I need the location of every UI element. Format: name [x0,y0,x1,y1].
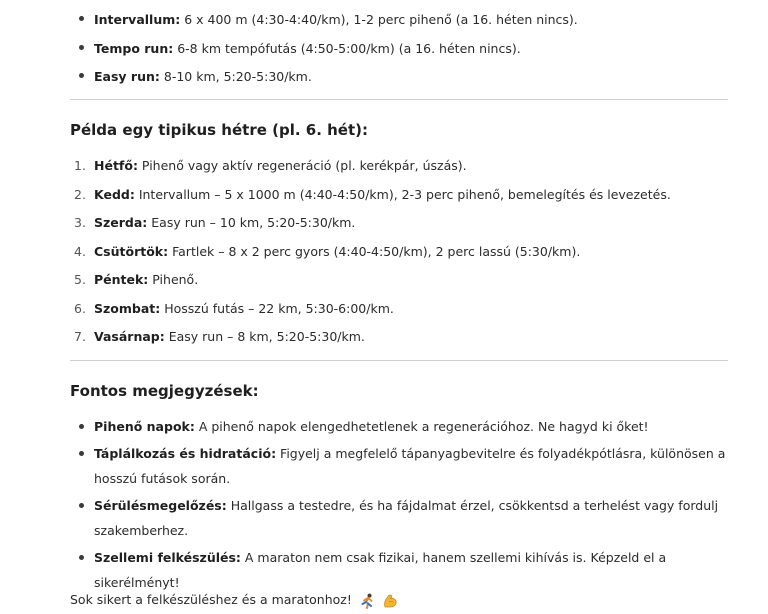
item-number: 4. [74,243,86,259]
item-label: Táplálkozás és hidratáció: [94,446,277,461]
divider [70,99,728,100]
item-text: Intervallum – 5 x 1000 m (4:40-4:50/km), 2-3 perc pihenő, bemelegítés és levezetés. [134,186,671,202]
divider [70,360,728,361]
item-label: Kedd: [94,186,135,202]
item-text: Pihenő. [148,272,199,287]
list-item [70,35,578,64]
item-text: A pihenő napok elengedhetetlenek a regenerációhoz. Ne hagyd ki őket! [194,419,649,434]
item-number: 7. [74,329,86,344]
item-number: 2. [74,186,86,202]
list-item [70,152,671,181]
notes-list [70,414,730,597]
item-text: A maraton nem csak fizikai, hanem szellemi kihívás is. Képzeld el a sikerélményt! [94,550,667,590]
list-item [70,238,671,267]
item-label: Intervallum: [94,12,181,27]
item-label: Péntek: [94,272,149,287]
item-text: Fartlek – 8 x 2 perc gyors (4:40-4:50/km), 2 perc lassú (5:30/km). [168,243,581,259]
list-item [70,209,671,238]
item-text: Pihenő vagy aktív regeneráció (pl. kerékpár, úszás). [137,158,467,173]
item-text: 6-8 km tempófutás (4:50-5:00/km) (a 16. héten nincs). [173,40,521,56]
list-item [70,6,578,35]
item-label: Csütörtök: [94,243,169,259]
list-item [70,414,730,439]
item-label: Szellemi felkészülés: [94,550,241,565]
list-item [70,493,730,543]
item-text: Easy run – 8 km, 5:20-5:30/km. [164,329,365,344]
list-item [70,545,730,595]
item-label: Sérülésmegelőzés: [94,498,227,513]
list-item [70,63,578,92]
item-text: 8-10 km, 5:20-5:30/km. [159,69,312,84]
item-label: Vasárnap: [94,329,165,344]
week-example-heading: Példa egy tipikus hétre (pl. 6. hét): [70,121,369,139]
item-label: Easy run: [94,69,160,84]
item-text: Easy run – 10 km, 5:20-5:30/km. [147,215,356,230]
week-days-list [70,152,671,352]
list-item [70,323,671,352]
closing-text: Sok sikert a felkészüléshez és a maratonhoz! [70,592,352,607]
closing-line [70,589,398,611]
item-number: 6. [74,300,86,316]
runner-icon [359,593,375,609]
item-number: 5. [74,272,86,287]
list-item [70,441,730,491]
item-number: 1. [74,158,86,173]
item-text: 6 x 400 m (4:30-4:40/km), 1-2 perc pihenő (a 16. héten nincs). [180,12,578,27]
item-text: Figyelj a megfelelő tápanyagbevitelre és folyadékpótlásra, különösen a hosszú futások során. [94,446,726,486]
item-number: 3. [74,215,86,230]
item-label: Pihenő napok: [94,419,195,434]
item-label: Szerda: [94,215,148,230]
item-label: Tempo run: [94,40,174,56]
notes-heading: Fontos megjegyzések: [70,382,259,400]
item-label: Szombat: [94,300,161,316]
training-types-list [70,6,578,92]
item-label: Hétfő: [94,158,138,173]
item-text: Hosszú futás – 22 km, 5:30-6:00/km. [160,300,394,316]
item-text: Hallgass a testedre, és ha fájdalmat érzel, csökkentsd a terhelést vagy fordulj szakemberhez. [94,498,719,538]
list-item [70,181,671,210]
list-item [70,266,671,295]
list-item [70,295,671,324]
flexed-biceps-icon [382,593,398,609]
